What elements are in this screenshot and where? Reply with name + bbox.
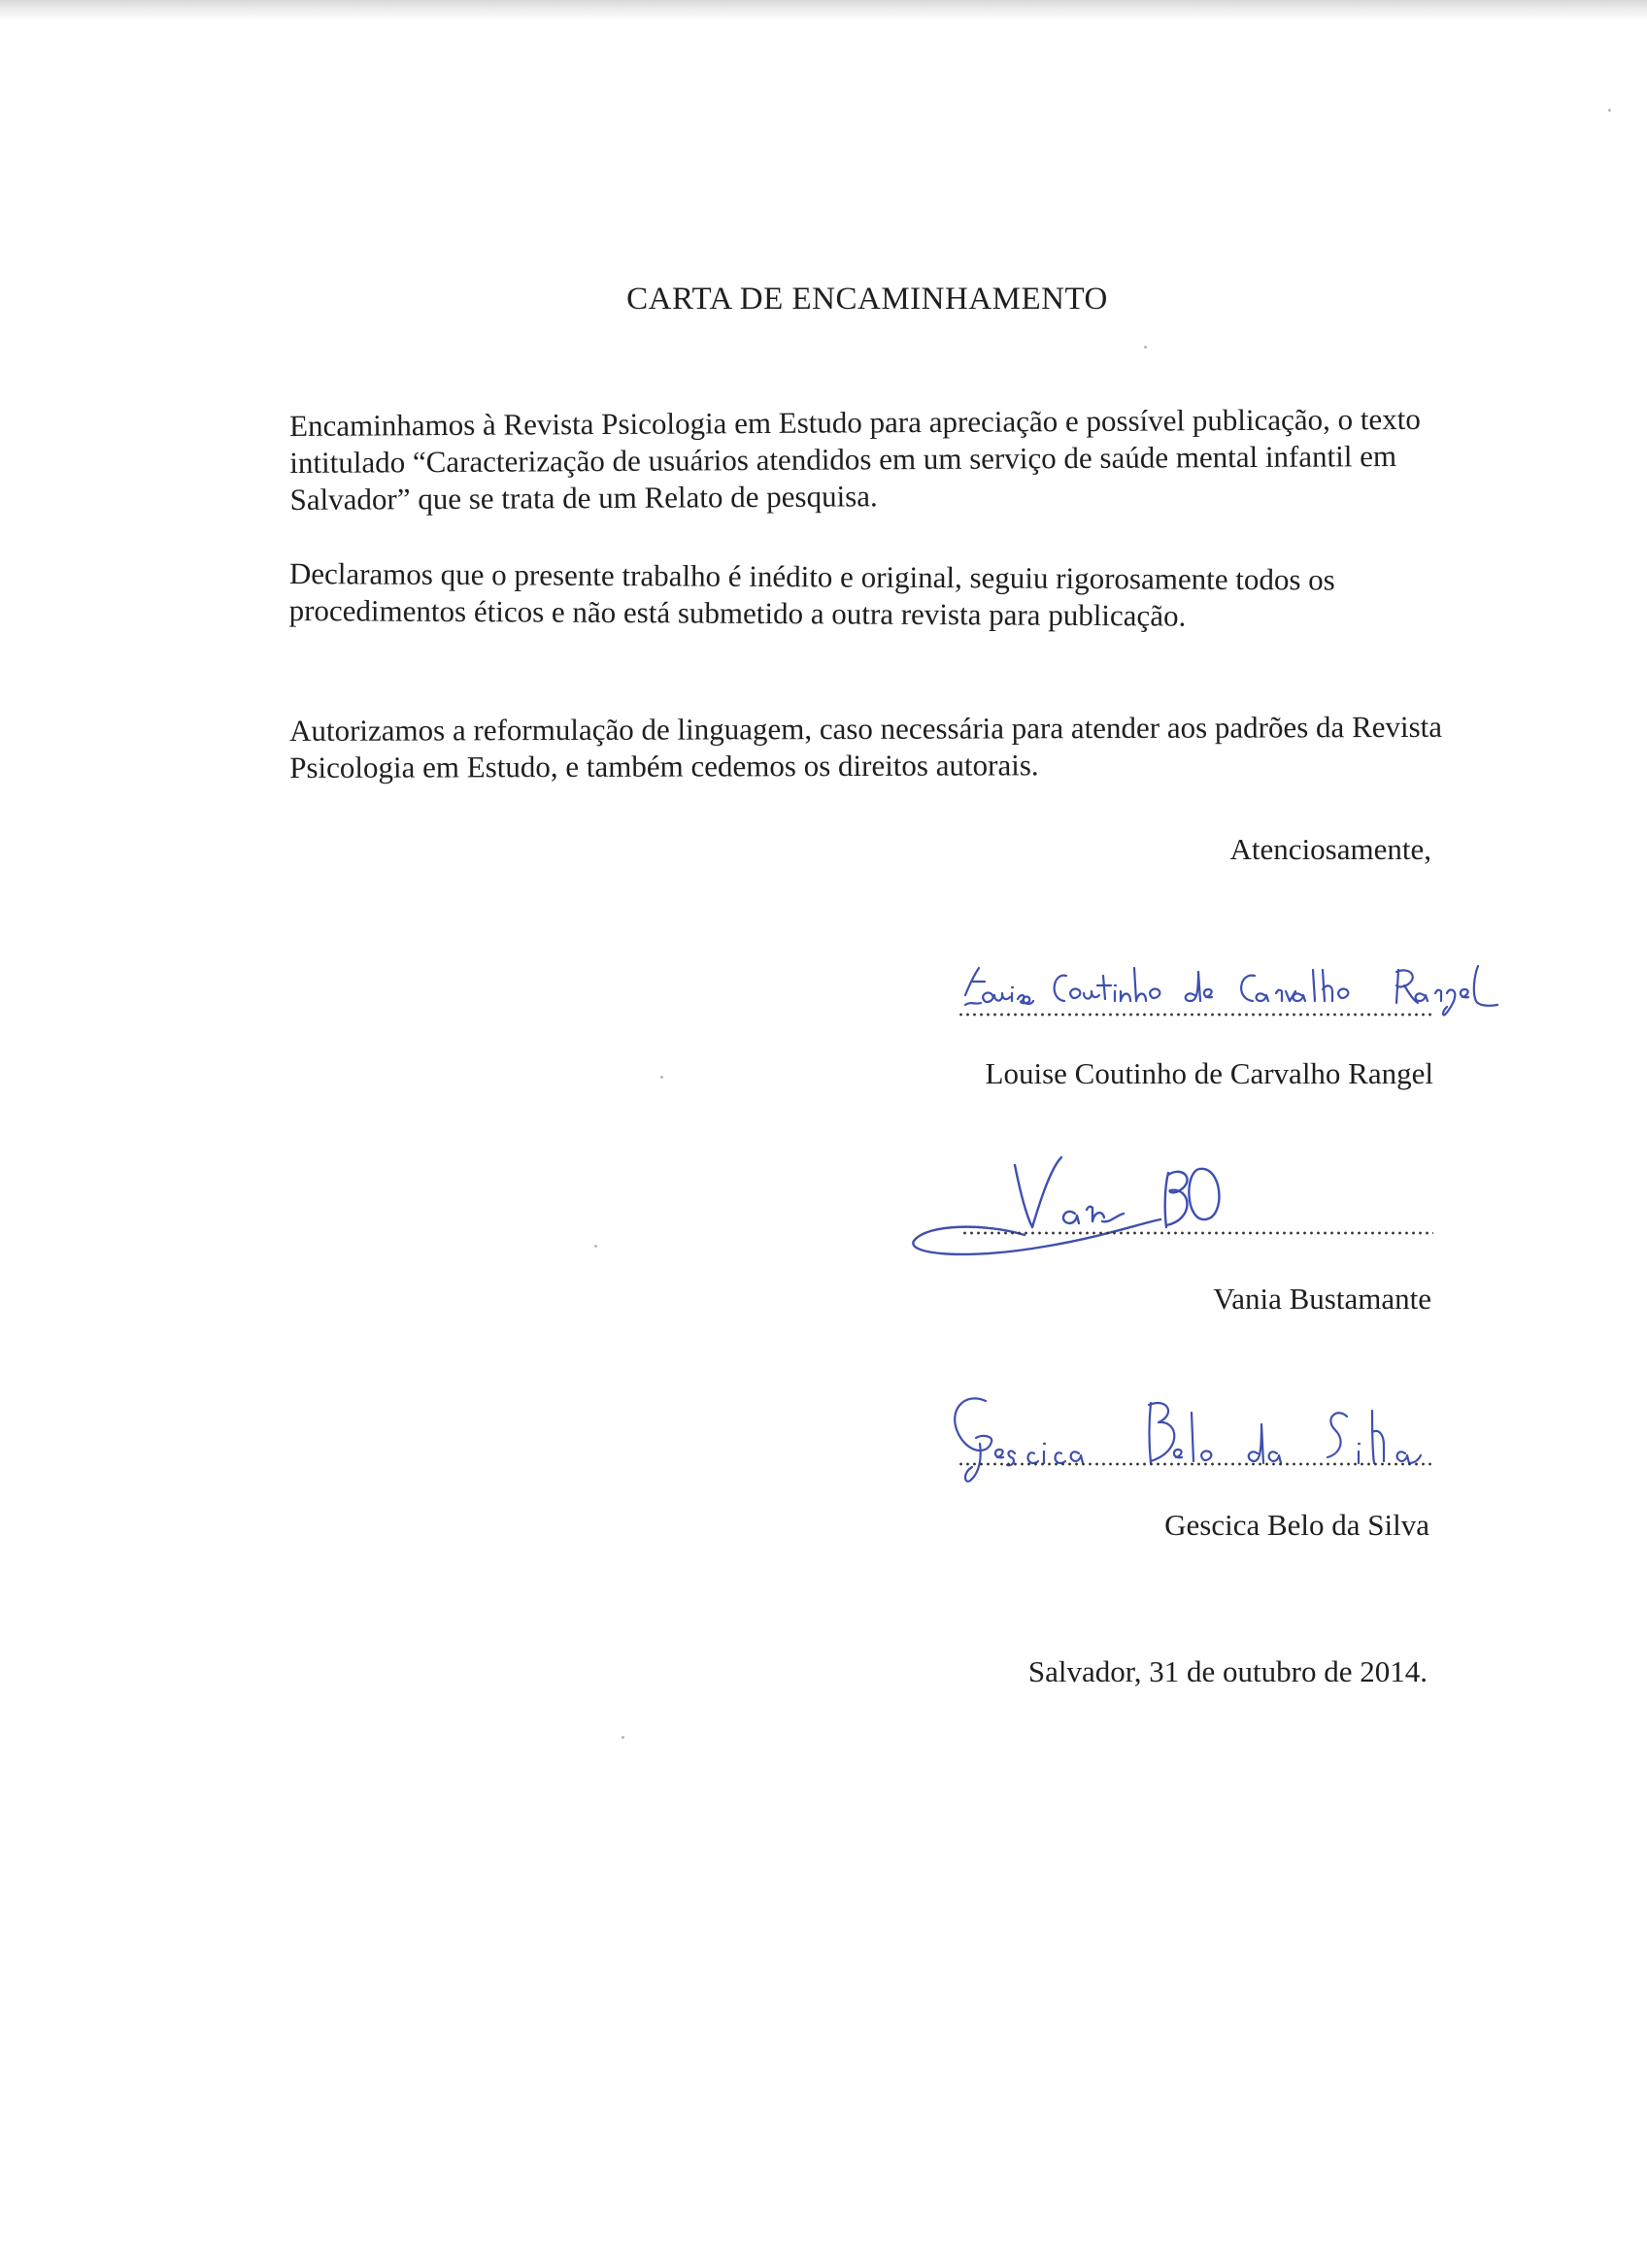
- scan-speck: [1608, 109, 1611, 112]
- signature-line-1: [958, 1013, 1433, 1017]
- scan-speck: [660, 1076, 663, 1079]
- signatory-name-3: Gescica Belo da Silva: [1164, 1508, 1429, 1542]
- signature-gescica: [947, 1384, 1471, 1490]
- signatory-name-2: Vania Bustamante: [1213, 1282, 1431, 1316]
- scan-speck: [622, 1736, 624, 1739]
- place-and-date: Salvador, 31 de outubro de 2014.: [1027, 1654, 1428, 1688]
- scan-speck: [594, 1245, 597, 1248]
- closing-salutation: Atenciosamente,: [1229, 832, 1431, 866]
- signature-line-2: [961, 1231, 1433, 1235]
- paragraph-authorization: Autorizamos a reformulação de linguagem, caso necessária para atender aos padrões da Revista Psicologia em Estudo, e também cedemos os direitos autorais.: [289, 709, 1443, 784]
- signature-line-3: [958, 1462, 1435, 1466]
- letter-title: CARTA DE ENCAMINHAMENTO: [626, 282, 1108, 317]
- signatory-name-1: Louise Coutinho de Carvalho Rangel: [985, 1056, 1433, 1090]
- paragraph-submission: Encaminhamos à Revista Psicologia em Estudo para apreciação e possível publicação, o texto intitulado “Caracterização de usuários atendidos em um serviço de saúde mental infantil em Salvador” que se trata de um Relato de pesquisa.: [289, 401, 1421, 517]
- signature-vania: [908, 1146, 1296, 1262]
- scan-speck: [1144, 346, 1147, 349]
- scan-shadow: [0, 0, 1647, 21]
- paragraph-declaration: Declaramos que o presente trabalho é inédito e original, seguiu rigorosamente todos os procedimentos éticos e não está submetido a outra revista para publicação.: [288, 556, 1335, 633]
